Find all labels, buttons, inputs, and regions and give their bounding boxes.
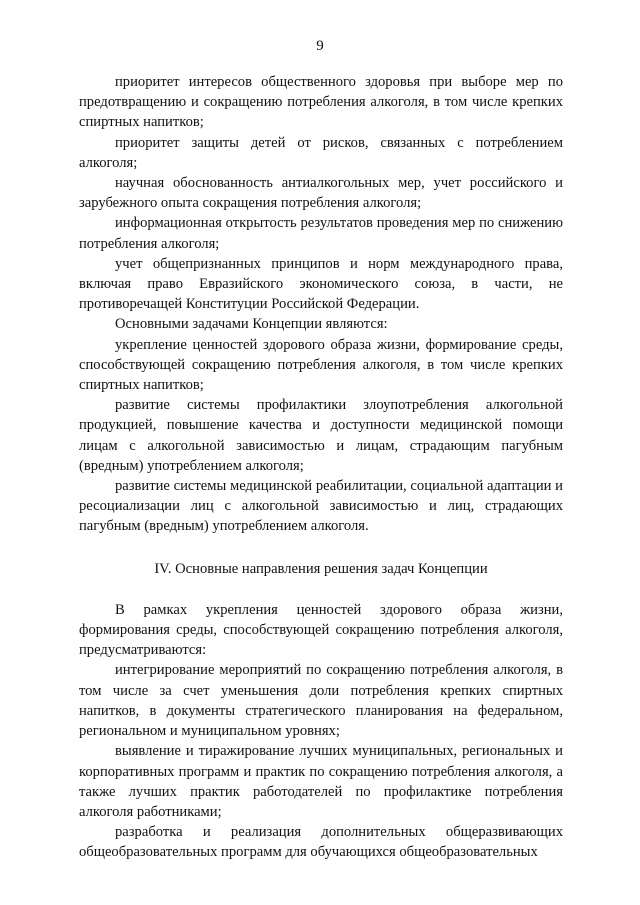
paragraph-task-prevention-system: развитие системы профилактики злоупотребления алкогольной продукцией, повышение качества и доступности медицинской помощи лицам с алкогольной зависимостью и лицам, страдающим пагубным (вредным) употреблением алкоголя; [79,397,563,474]
paragraph-international-law: учет общепризнанных принципов и норм международного права, включая право Евразийского экономического союза, в части, не противоречащей Конституции Российской Федерации. [79,255,563,313]
paragraph-priority-child-protection: приоритет защиты детей от рисков, связанных с потреблением алкоголя; [79,134,563,171]
document-body [79,72,563,863]
paragraph-measures-intro: В рамках укрепления ценностей здорового образа жизни, формирования среды, способствующей сокращению потребления алкоголя, предусматриваются: [79,601,563,659]
paragraph-priority-public-health: приоритет интересов общественного здоровья при выборе мер по предотвращению и сокращению потребления алкоголя, в том числе крепких спиртных напитков; [79,74,563,131]
paragraph-measure-integration: интегрирование мероприятий по сокращению потребления алкоголя, в том числе за счет уменьшения доли потребления крепких спиртных напитков, в документы стратегического планирования на федеральном, региональном и муниципальном уровнях; [79,662,563,740]
page-number: 9 [316,38,324,54]
paragraph-information-openness: информационная открытость результатов проведения мер по снижению потребления алкоголя; [79,215,563,252]
paragraph-scientific-validity: научная обоснованность антиалкогольных мер, учет российского и зарубежного опыта сокращения потребления алкоголя; [79,175,563,212]
section-heading: IV. Основные направления решения задач Концепции [154,560,488,577]
paragraph-main-tasks-intro: Основными задачами Концепции являются: [115,316,388,333]
paragraph-measure-best-practices: выявление и тиражирование лучших муниципальных, региональных и корпоративных программ и практик по сокращению потребления алкоголя, а также лучших практик работодателей по профилактике потребления алкоголя работниками; [79,743,563,820]
paragraph-task-rehabilitation: развитие системы медицинской реабилитации, социальной адаптации и ресоциализации лиц с алкогольной зависимостью и лиц, страдающих пагубным (вредным) употреблением алкоголя. [79,478,563,535]
paragraph-measure-education-programs: разработка и реализация дополнительных общеразвивающих общеобразовательных программ для обучающихся общеобразовательных [79,824,563,861]
paragraph-task-healthy-lifestyle: укрепление ценностей здорового образа жизни, формирование среды, способствующей сокращению потребления алкоголя, в том числе крепких спиртных напитков; [79,336,563,394]
